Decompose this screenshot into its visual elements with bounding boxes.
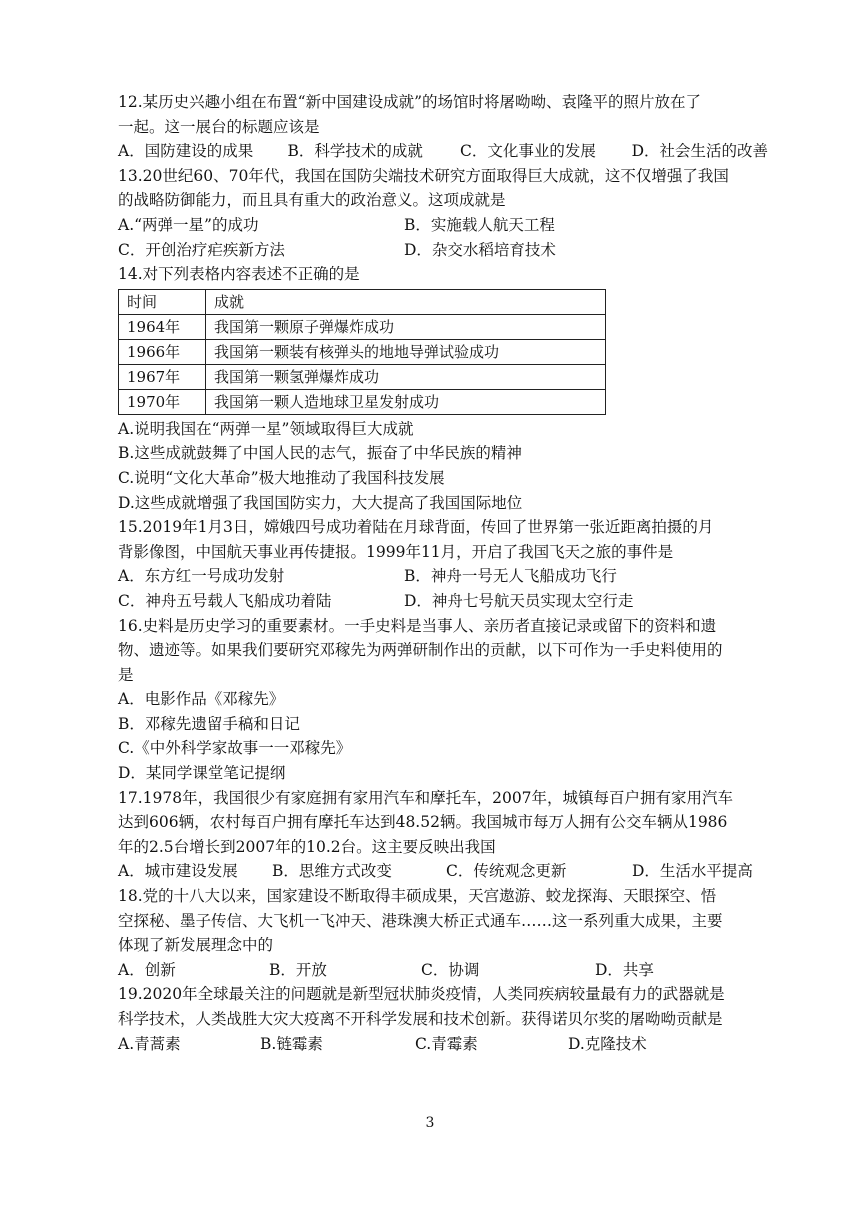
q13-option-a: A.“两弹一星”的成功 <box>118 215 259 234</box>
q16-option-b: B．邓稼先遗留手稿和日记 <box>118 714 300 733</box>
q12-option-a: A．国防建设的成果 <box>118 142 254 161</box>
q13-stem-line-1: 13.20世纪60、70年代，我国在国防尖端技术研究方面取得巨大成就，这不仅增强了我国 <box>118 166 729 185</box>
q15-stem-line-1: 15.2019年1月3日，嫦娥四号成功着陆在月球背面，传回了世界第一张近距离拍摄的月 <box>118 518 714 537</box>
q16-option-d: D．某同学课堂笔记提纲 <box>118 764 286 783</box>
q18-option-c: C．协调 <box>421 960 480 979</box>
table-row <box>119 314 606 339</box>
q13-stem-line-2: 的战略防御能力，而且具有重大的政治意义。这项成就是 <box>118 191 506 210</box>
table-header-time: 时间 <box>119 289 206 314</box>
table-cell-year: 1967年 <box>119 364 206 389</box>
table-row <box>119 339 606 364</box>
q19-option-a: A.青蒿素 <box>118 1034 181 1053</box>
q15-stem-line-2: 背影像图，中国航天事业再传捷报。1999年11月，开启了我国飞天之旅的事件是 <box>118 542 674 561</box>
q16-stem-line-1: 16.史料是历史学习的重要素材。一手史料是当事人、亲历者直接记录或留下的资料和遗 <box>118 616 717 635</box>
q12-stem-line-1: 12.某历史兴趣小组在布置“新中国建设成就”的场馆时将屠呦呦、袁隆平的照片放在了 <box>118 93 702 111</box>
q15-option-a: A．东方红一号成功发射 <box>118 567 285 586</box>
q17-option-c: C．传统观念更新 <box>446 862 567 881</box>
q12-option-d: D．社会生活的改善 <box>631 142 768 161</box>
table-header-achievement: 成就 <box>206 289 606 314</box>
q15-option-c: C．神舟五号载人飞船成功着陆 <box>118 591 332 610</box>
q17-stem-line-1: 17.1978年，我国很少有家庭拥有家用汽车和摩托车，2007年，城镇每百户拥有家用汽车 <box>118 788 734 807</box>
table-cell-achievement: 我国第一颗氢弹爆炸成功 <box>206 364 606 389</box>
table-cell-achievement: 我国第一颗原子弹爆炸成功 <box>206 314 606 339</box>
q17-stem-line-2: 达到606辆，农村每百户拥有摩托车达到48.52辆。我国城市每万人拥有公交车辆从1986 <box>118 813 728 832</box>
q18-stem-line-3: 体现了新发展理念中的 <box>118 936 274 955</box>
q17-option-b: B．思维方式改变 <box>272 862 392 881</box>
q15-options-row-2 <box>118 589 768 614</box>
table-cell-year: 1964年 <box>119 314 206 339</box>
table-cell-achievement: 我国第一颗人造地球卫星发射成功 <box>206 389 606 414</box>
q18-option-a: A．创新 <box>118 960 176 979</box>
q12-stem-line-2: 一起。这一展台的标题应该是 <box>118 117 320 136</box>
q13-option-d: D．杂交水稻培育技术 <box>404 240 556 259</box>
q19-stem-line-2: 科学技术，人类战胜大灾大疫离不开科学发展和技术创新。获得诺贝尔奖的屠呦呦贡献是 <box>118 1010 723 1028</box>
q16-option-c: C.《中外科学家故事一一邓稼先》 <box>118 739 352 758</box>
q17-stem-line-3: 年的2.5台增长到2007年的10.2台。这主要反映出我国 <box>118 837 496 856</box>
q14-option-a: A.说明我国在“两弹一星”领域取得巨大成就 <box>118 419 414 438</box>
q18-stem-line-1: 18.党的十八大以来，国家建设不断取得丰硕成果，天宫遨游、蛟龙探海、天眼探空、悟 <box>118 887 717 906</box>
q13-option-c: C．开创治疗疟疾新方法 <box>118 240 285 259</box>
q16-stem-line-3: 是 <box>118 665 134 684</box>
q13-options-row-1 <box>118 213 768 238</box>
table-row <box>119 389 606 414</box>
q17-options <box>118 859 768 884</box>
q12-options <box>118 139 768 164</box>
q13-option-b: B．实施载人航天工程 <box>404 215 555 234</box>
table-header-row <box>119 289 606 314</box>
table-cell-year: 1970年 <box>119 389 206 414</box>
q18-option-d: D．共享 <box>595 960 654 979</box>
q13-options-row-2 <box>118 238 768 263</box>
q16-stem-line-2: 物、遗迹等。如果我们要研究邓稼先为两弹研制作出的贡献，以下可作为一手史料使用的 <box>118 641 723 660</box>
q16-option-a: A．电影作品《邓稼先》 <box>118 690 285 709</box>
q18-options <box>118 958 768 983</box>
q18-option-b: B．开放 <box>269 960 327 979</box>
q15-option-b: B．神舟一号无人飞船成功飞行 <box>404 567 617 586</box>
q14-stem: 14.对下列表格内容表述不正确的是 <box>118 265 360 284</box>
q15-options-row-1 <box>118 564 768 589</box>
q17-option-d: D．生活水平提高 <box>632 862 753 881</box>
q19-stem-line-1: 19.2020年全球最关注的问题就是新型冠状肺炎疫情，人类同疾病较量最有力的武器就是 <box>118 985 725 1004</box>
q14-option-d: D.这些成就增强了我国国防实力，大大提高了我国国际地位 <box>118 493 523 512</box>
achievements-table <box>118 289 606 415</box>
page-number: 3 <box>425 1115 435 1131</box>
table-cell-year: 1966年 <box>119 339 206 364</box>
q19-options <box>118 1032 768 1057</box>
q15-option-d: D．神舟七号航天员实现太空行走 <box>404 591 634 610</box>
table-cell-achievement: 我国第一颗装有核弹头的地地导弹试验成功 <box>206 339 606 364</box>
q12-option-b: B．科学技术的成就 <box>287 142 423 161</box>
q17-option-a: A．城市建设发展 <box>118 862 238 881</box>
q19-option-b: B.链霉素 <box>260 1034 323 1053</box>
q12-option-c: C．文化事业的发展 <box>460 142 596 161</box>
q19-option-d: D.克隆技术 <box>568 1034 647 1053</box>
q18-stem-line-2: 空探秘、墨子传信、大飞机一飞冲天、港珠澳大桥正式通车……这一系列重大成果，主要 <box>118 911 723 930</box>
exam-page <box>118 90 768 1056</box>
q14-option-c: C.说明“文化大革命”极大地推动了我国科技发展 <box>118 468 445 487</box>
q19-option-c: C.青霉素 <box>415 1034 478 1053</box>
table-row <box>119 364 606 389</box>
q14-option-b: B.这些成就鼓舞了中国人民的志气，振奋了中华民族的精神 <box>118 444 522 463</box>
